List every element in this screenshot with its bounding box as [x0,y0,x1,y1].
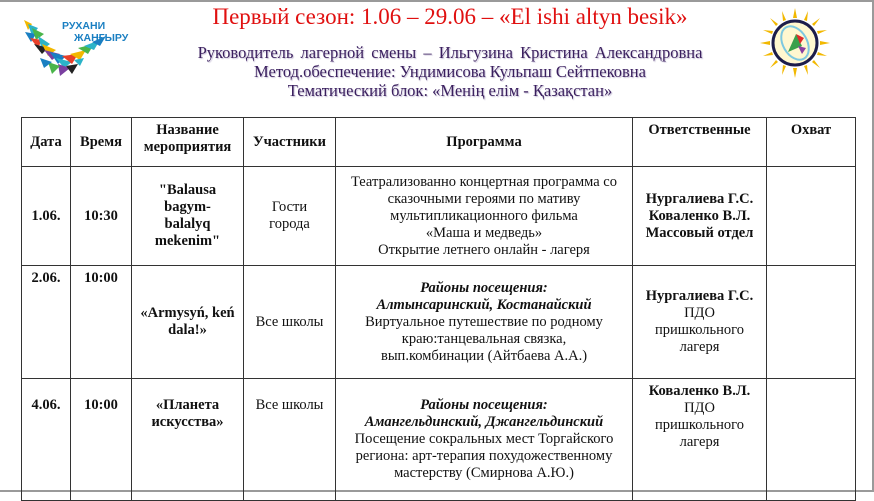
event-name-line: bagym- [164,199,211,215]
schedule-table [21,117,856,501]
responsible-line: ПДО [684,305,715,321]
col-header-responsible: Ответственные [633,118,767,167]
event-name-line: «Планета [155,397,220,413]
program-line: мастерству (Смирнова А.Ю.) [394,465,574,481]
responsible-line: Коваленко В.Л. [648,207,751,224]
brand-text [62,20,128,44]
participants-line: города [269,216,310,232]
responsible-line: Нургалиева Г.С. [645,190,754,207]
cell-participants [244,167,336,266]
program-line: Виртуальное путешествие по родному [365,313,603,330]
cell-responsible [633,379,767,501]
event-name-line: искусства» [151,414,224,430]
col-header-date: Дата [22,118,71,167]
table-row [22,379,856,501]
table-header-row [22,118,856,167]
cell-program [336,266,633,379]
thematic-block: Тематический блок: «Менің елім - Қазақстан» [287,81,613,100]
cell-event-name [132,379,244,501]
event-name-line: balalyq [164,216,211,232]
program-districts: Амангельдинский, Джангельдинский [364,414,604,430]
sun-emblem-icon [760,8,830,78]
cell-event-name [132,167,244,266]
cell-program [336,379,633,501]
event-name-line: «Armysyń, keń [140,305,235,321]
cell-responsible [633,167,767,266]
methodical-support: Метод.обеспечение: Ундимисова Кульпаш Сейтпековна [254,62,646,81]
event-name-line: mekenim" [154,233,221,249]
program-districts-label: Районы посещения: [420,397,548,413]
rukhani-zhangyru-logo [22,18,129,80]
cell-coverage [767,379,856,501]
event-name-line: "Balausa [158,182,217,198]
responsible-line: лагеря [679,434,720,450]
col-header-program: Программа [336,118,633,167]
camp-leader: Руководитель лагерной смены – Ильгузина Кристина Александровна [197,43,703,62]
responsible-line: пришкольного [655,322,744,338]
program-districts: Алтынсаринский, Костанайский [376,296,592,313]
cell-time: 10:00 [71,266,132,379]
program-line: Театрализованно концертная программа со [351,173,617,190]
program-districts-label: Районы посещения: [420,279,548,296]
program-line: краю:танцевальная связка, [401,330,567,347]
cell-participants [244,379,336,501]
cell-date: 4.06. [22,379,71,501]
program-line: сказочными героями по мативу [387,190,581,207]
program-line: мультипликационного фильма [390,207,578,224]
cell-time: 10:30 [71,167,132,266]
cell-coverage [767,266,856,379]
cell-date: 1.06. [22,167,71,266]
cell-responsible [633,266,767,379]
window-top-border [0,0,874,2]
responsible-line: Коваленко В.Л. [648,383,751,399]
cell-event-name [132,266,244,379]
cell-program [336,167,633,266]
brand-line-2: ЖАҢҒЫРУ [74,32,129,44]
program-line: Посещение сокральных мест Торгайского [354,431,614,447]
participants-line: Все школы [255,313,324,330]
responsible-line: Массовый отдел [645,224,754,241]
cell-date: 2.06. [22,266,71,379]
camp-emblem [760,8,830,78]
brand-line-1: РУХАНИ [62,20,106,32]
responsible-line: пришкольного [655,417,744,433]
table-row [22,266,856,379]
col-header-time: Время [71,118,132,167]
responsible-line: Нургалиева Г.С. [645,288,754,304]
responsible-line: ПДО [684,400,715,416]
program-line: Открытие летнего онлайн - лагеря [378,241,590,258]
col-header-participants: Участники [244,118,336,167]
cell-time: 10:00 [71,379,132,501]
cell-coverage [767,167,856,266]
participants-line: Гости [271,199,308,215]
page-title: Первый сезон: 1.06 – 29.06 – «El ishi altyn besik» [212,4,688,29]
table-row [22,167,856,266]
participants-line: Все школы [255,397,324,413]
program-line: «Маша и медведь» [425,224,543,241]
responsible-line: лагеря [679,339,720,355]
col-header-coverage: Охват [767,118,856,167]
event-name-line: dala!» [168,322,207,338]
col-header-event-name: Название мероприятия [132,118,244,167]
cell-participants [244,266,336,379]
program-line: региона: арт-терапия похудожественному [355,448,613,464]
program-line: вып.комбинации (Айтбаева А.А.) [380,347,588,364]
